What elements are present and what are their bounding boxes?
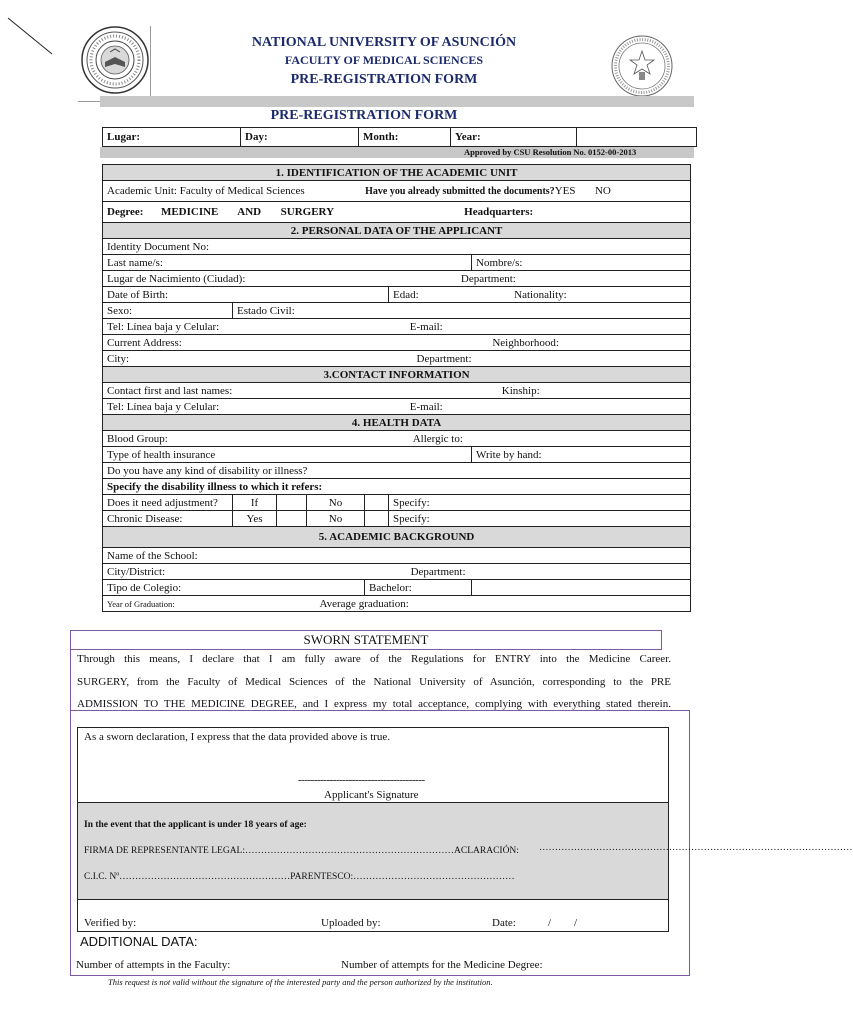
chronic-yes-option[interactable]: Yes	[233, 511, 277, 527]
headquarters-field[interactable]: Headquarters:	[464, 206, 534, 218]
section-4-title: 4. HEALTH DATA	[103, 415, 691, 431]
marital-status-field[interactable]: Estado Civil:	[233, 303, 691, 319]
adjustment-question: Does it need adjustment?	[103, 495, 233, 511]
kinship-field[interactable]: Kinship:	[501, 384, 540, 397]
chronic-disease-label: Chronic Disease:	[103, 511, 233, 527]
adjustment-specify-field[interactable]: Specify:	[389, 495, 691, 511]
current-address-field[interactable]: Current Address:	[107, 336, 182, 349]
first-name-field[interactable]: Nombre/s:	[472, 255, 691, 271]
additional-data-title: ADDITIONAL DATA:	[80, 934, 198, 949]
section-3-title: 3.CONTACT INFORMATION	[103, 367, 691, 383]
allergic-field[interactable]: Allergic to:	[412, 432, 463, 445]
university-name: NATIONAL UNIVERSITY OF ASUNCIÓN	[251, 35, 517, 50]
sworn-text-line-2: SURGERY, from the Faculty of Medical Sciences of the National University of Asunción, corresponding to the PRE	[77, 676, 671, 688]
chronic-no-option[interactable]: No	[307, 511, 365, 527]
footer-validity-note: This request is not valid without the signature of the interested party and the person authorized by the institution.	[108, 977, 493, 987]
disability-specify-label[interactable]: Specify the disability illness to which it refers:	[103, 479, 691, 495]
city-field[interactable]: City:	[107, 352, 130, 365]
minor-note: In the event that the applicant is under 18 years of age:	[84, 820, 307, 830]
form-title: PRE-REGISTRATION FORM	[270, 108, 458, 123]
chronic-specify-field[interactable]: Specify:	[389, 511, 691, 527]
health-insurance-field[interactable]: Type of health insurance	[103, 447, 472, 463]
approval-note: Approved by CSU Resolution No. 0152-00-2013	[464, 147, 637, 157]
nationality-field[interactable]: Nationality:	[514, 288, 567, 301]
date-of-birth-field[interactable]: Date of Birth:	[103, 287, 389, 303]
date-separator-1: /	[548, 917, 552, 929]
bachelor-value-field[interactable]	[472, 580, 691, 596]
city-department-field[interactable]: Department:	[416, 352, 472, 365]
cic-dots: ………………………………………………	[119, 872, 291, 882]
lugar-field[interactable]: Lugar:	[103, 128, 241, 147]
documents-yes-option[interactable]: YES	[554, 185, 576, 197]
legal-rep-label: FIRMA DE REPRESENTANTE LEGAL:	[84, 846, 246, 856]
degree-word-medicine: MEDICINE	[160, 206, 219, 218]
last-name-field[interactable]: Last name/s:	[103, 255, 472, 271]
chronic-no-box[interactable]	[365, 511, 389, 527]
adjustment-no-option[interactable]: No	[307, 495, 365, 511]
legal-rep-signature-line[interactable]	[84, 846, 519, 856]
year-field[interactable]: Year:	[451, 128, 577, 147]
relationship-dots: ……………………………………………	[353, 872, 515, 882]
birth-place-field[interactable]: Lugar de Nacimiento (Ciudad):	[107, 272, 246, 285]
cic-label: C.I.C. Nº	[84, 872, 120, 882]
attempts-degree-field[interactable]: Number of attempts for the Medicine Degree:	[341, 959, 543, 971]
blood-group-field[interactable]: Blood Group:	[107, 432, 168, 445]
header-form-name: PRE-REGISTRATION FORM	[290, 72, 478, 87]
sworn-text-line-3: ADMISSION TO THE MEDICINE DEGREE, and I express my total acceptance, complying with everything stated therein.	[77, 698, 671, 710]
school-department-field[interactable]: Department:	[410, 565, 466, 578]
header-rule-left	[78, 101, 100, 102]
applicant-phone-field[interactable]: Tel: Línea baja y Celular:	[107, 320, 220, 333]
signature-box	[77, 727, 669, 932]
month-field[interactable]: Month:	[359, 128, 451, 147]
school-city-field[interactable]: City/District:	[107, 565, 166, 578]
graduation-year-field[interactable]: Year of Graduation:	[107, 598, 175, 609]
average-graduation-field[interactable]: Average graduation:	[319, 597, 409, 610]
degree-label: Degree:	[107, 206, 144, 218]
contact-email-field[interactable]: E-mail:	[409, 400, 443, 413]
documents-no-option[interactable]: NO	[594, 185, 611, 197]
sex-field[interactable]: Sexo:	[103, 303, 233, 319]
degree-word-and: AND	[237, 206, 262, 218]
applicant-email-field[interactable]: E-mail:	[409, 320, 443, 333]
header-rule	[100, 96, 694, 107]
verified-by-field[interactable]: Verified by:	[84, 917, 137, 929]
cic-line[interactable]	[84, 872, 515, 882]
clarification-dots: ………………………………………………………………………………………	[539, 843, 853, 853]
contact-name-field[interactable]: Contact first and last names:	[107, 384, 233, 397]
academic-unit-label: Academic Unit: Faculty of Medical Sciences	[107, 185, 305, 197]
adjustment-no-box[interactable]	[365, 495, 389, 511]
adjustment-if-option[interactable]: If	[233, 495, 277, 511]
relationship-label: PARENTESCO:	[290, 872, 354, 882]
date-field[interactable]: Date:	[492, 917, 516, 929]
sworn-left-rule	[70, 648, 71, 710]
signature-line: ----------------------------------------	[298, 774, 425, 786]
write-by-hand-field[interactable]: Write by hand:	[472, 447, 691, 463]
identity-document-field[interactable]: Identity Document No:	[103, 239, 691, 255]
age-field[interactable]: Edad:	[393, 288, 419, 301]
contact-phone-field[interactable]: Tel: Línea baja y Celular:	[107, 400, 220, 413]
sworn-statement-title: SWORN STATEMENT	[303, 632, 429, 647]
section-2-title: 2. PERSONAL DATA OF THE APPLICANT	[103, 223, 691, 239]
section-1-title: 1. IDENTIFICATION OF THE ACADEMIC UNIT	[103, 165, 691, 181]
date-place-row	[102, 127, 697, 147]
main-data-table	[102, 164, 691, 612]
bachelor-field[interactable]: Bachelor:	[365, 580, 472, 596]
documents-submitted-question: Have you already submitted the documents?	[365, 186, 555, 197]
day-field[interactable]: Day:	[241, 128, 359, 147]
faculty-name: FACULTY OF MEDICAL SCIENCES	[284, 53, 484, 67]
birth-department-field[interactable]: Department:	[460, 272, 516, 285]
date-separator-2: /	[574, 917, 578, 929]
disability-question[interactable]: Do you have any kind of disability or illness?	[103, 463, 691, 479]
uploaded-by-field[interactable]: Uploaded by:	[321, 917, 381, 929]
legal-rep-dots: …………………………………………………………	[245, 846, 455, 856]
school-type-field[interactable]: Tipo de Colegio:	[103, 580, 365, 596]
sworn-text-line-1: Through this means, I declare that I am fully aware of the Regulations for ENTRY into the Medicine Career.	[77, 653, 671, 665]
school-name-field[interactable]: Name of the School:	[103, 548, 691, 564]
adjustment-if-box[interactable]	[277, 495, 307, 511]
attempts-faculty-field[interactable]: Number of attempts in the Faculty:	[76, 959, 231, 971]
declaration-text: As a sworn declaration, I express that the data provided above is true.	[84, 731, 391, 743]
neighborhood-field[interactable]: Neighborhood:	[492, 336, 559, 349]
chronic-yes-box[interactable]	[277, 511, 307, 527]
degree-word-surgery: SURGERY	[280, 206, 334, 218]
year-value-field[interactable]	[577, 128, 697, 147]
clarification-label: ACLARACIÓN:	[454, 846, 519, 856]
section-5-title: 5. ACADEMIC BACKGROUND	[103, 527, 691, 548]
signature-label: Applicant's Signature	[324, 789, 419, 801]
